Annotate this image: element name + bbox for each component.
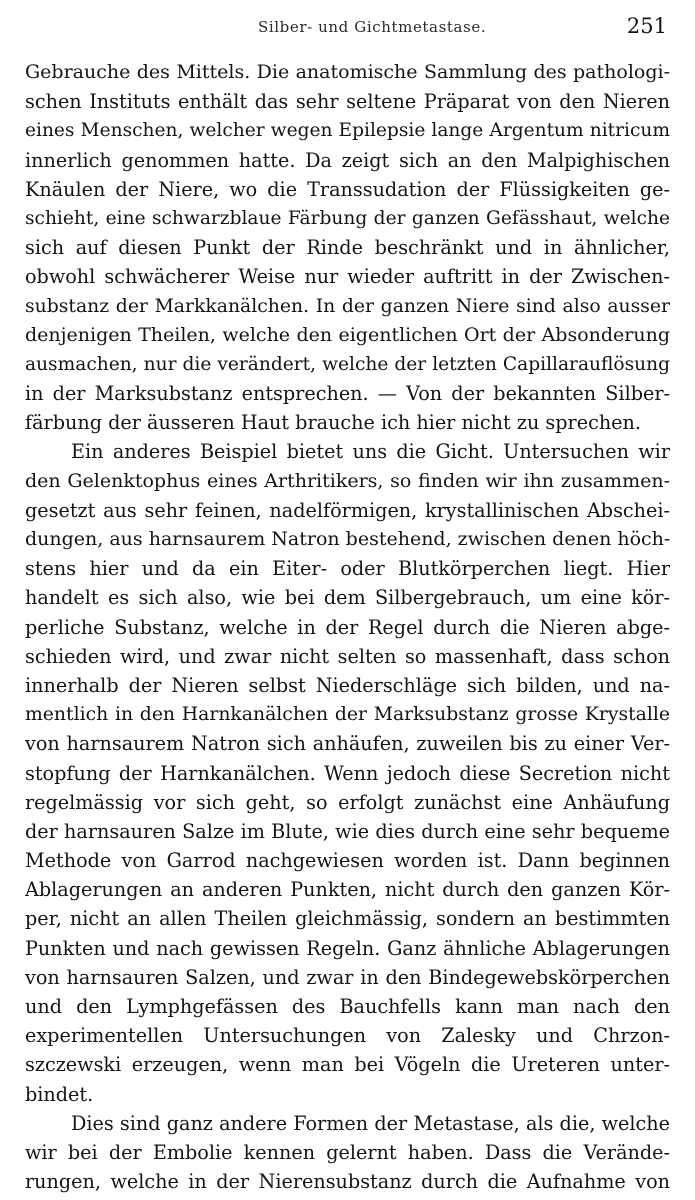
- running-head: Silber- und Gichtmetastase.: [258, 18, 487, 36]
- text-line: denjenigen Theilen, welche den eigentlichen Ort der Absonderung: [25, 323, 670, 346]
- page-header: [0, 12, 695, 44]
- text-line: in der Marksubstanz entsprechen. — Von der bekannten Silber-: [25, 382, 670, 406]
- text-line: experimentellen Untersuchungen von Zalesky und Chrzon-: [25, 1024, 670, 1048]
- text-line: sich auf diesen Punkt der Rinde beschränkt und in ähnlicher,: [25, 236, 670, 260]
- text-line: der harnsauren Salze im Blute, wie dies durch eine sehr bequeme: [25, 819, 670, 843]
- text-line: stopfung der Harnkanälchen. Wenn jedoch diese Secretion nicht: [25, 761, 670, 785]
- text-line: substanz der Markkanälchen. In der ganzen Niere sind also ausser: [25, 295, 670, 317]
- text-line: schieden wird, und zwar nicht selten so massenhaft, dass schon: [25, 644, 670, 668]
- text-line: dungen, aus harnsaurem Natron bestehend, zwischen denen höch-: [25, 528, 670, 550]
- text-line: von harnsauren Salzen, und zwar in den Bindegewebskörperchen: [25, 965, 670, 989]
- text-line: ausmachen, nur die verändert, welche der letzten Capillarauflösung: [25, 353, 670, 375]
- text-line: stens hier und da ein Eiter- oder Blutkörperchen liegt. Hier: [25, 557, 670, 581]
- text-line: perliche Substanz, welche in der Regel durch die Nieren abge-: [25, 615, 670, 639]
- text-line: schen Instituts enthält das sehr seltene Präparat von den Nieren: [25, 90, 670, 114]
- text-line: den Gelenktophus eines Arthritikers, so finden wir ihn zusammen-: [25, 469, 670, 492]
- text-line: von harnsaurem Natron sich anhäufen, zuweilen bis zu einer Ver-: [25, 732, 670, 756]
- text-line: innerhalb der Nieren selbst Niederschläge sich bilden, und na-: [25, 673, 670, 697]
- text-line: wir bei der Embolie kennen gelernt haben. Dass die Verände-: [25, 1140, 670, 1164]
- text-line: bindet.: [25, 1082, 94, 1106]
- text-line: Gebrauche des Mittels. Die anatomische Sammlung des pathologi-: [25, 61, 670, 83]
- text-line: gesetzt aus sehr feinen, nadelförmigen, krystallinischen Abschei-: [25, 498, 670, 522]
- text-line: mentlich in den Harnkanälchen der Marksubstanz grosse Krystalle: [25, 704, 670, 726]
- text-line: obwohl schwächerer Weise nur wieder auftritt in der Zwischen-: [25, 265, 670, 289]
- paragraph-gout: [25, 437, 670, 1108]
- text-line: rungen, welche in der Nierensubstanz durch die Aufnahme von: [25, 1170, 670, 1194]
- text-line: Punkten und nach gewissen Regeln. Ganz ähnliche Ablagerungen: [25, 936, 670, 960]
- paragraph-metastasis: [25, 1109, 670, 1197]
- text-line: färbung der äusseren Haut brauche ich hier nicht zu sprechen.: [25, 411, 641, 435]
- text-line: Ein anderes Beispiel bietet uns die Gicht. Untersuchen wir: [71, 440, 670, 464]
- page-body: [25, 58, 670, 1196]
- text-line: Ablagerungen an anderen Punkten, nicht durch den ganzen Kör-: [25, 878, 670, 902]
- text-line: Methode von Garrod nachgewiesen worden ist. Dann beginnen: [25, 849, 670, 873]
- text-line: und den Lymphgefässen des Bauchfells kann man nach den: [25, 995, 670, 1018]
- paragraph-silver: [25, 58, 670, 437]
- text-line: handelt es sich also, wie bei dem Silbergebrauch, um eine kör-: [25, 586, 670, 610]
- text-line: Dies sind ganz andere Formen der Metastase, als die, welche: [71, 1111, 670, 1135]
- text-line: per, nicht an allen Theilen gleichmässig, sondern an bestimmten: [25, 907, 670, 931]
- text-line: Knäulen der Niere, wo die Transsudation der Flüssigkeiten ge-: [25, 177, 670, 201]
- text-line: schieht, eine schwarzblaue Färbung der ganzen Gefässhaut, welche: [25, 207, 670, 229]
- page-number: 251: [626, 14, 667, 38]
- text-line: eines Menschen, welcher wegen Epilepsie lange Argentum nitricum: [25, 120, 670, 142]
- text-line: regelmässig vor sich geht, so erfolgt zunächst eine Anhäufung: [25, 790, 670, 814]
- text-line: innerlich genommen hatte. Da zeigt sich an den Malpighischen: [25, 148, 670, 172]
- text-line: szczewski erzeugen, wenn man bei Vögeln die Ureteren unter-: [25, 1053, 670, 1077]
